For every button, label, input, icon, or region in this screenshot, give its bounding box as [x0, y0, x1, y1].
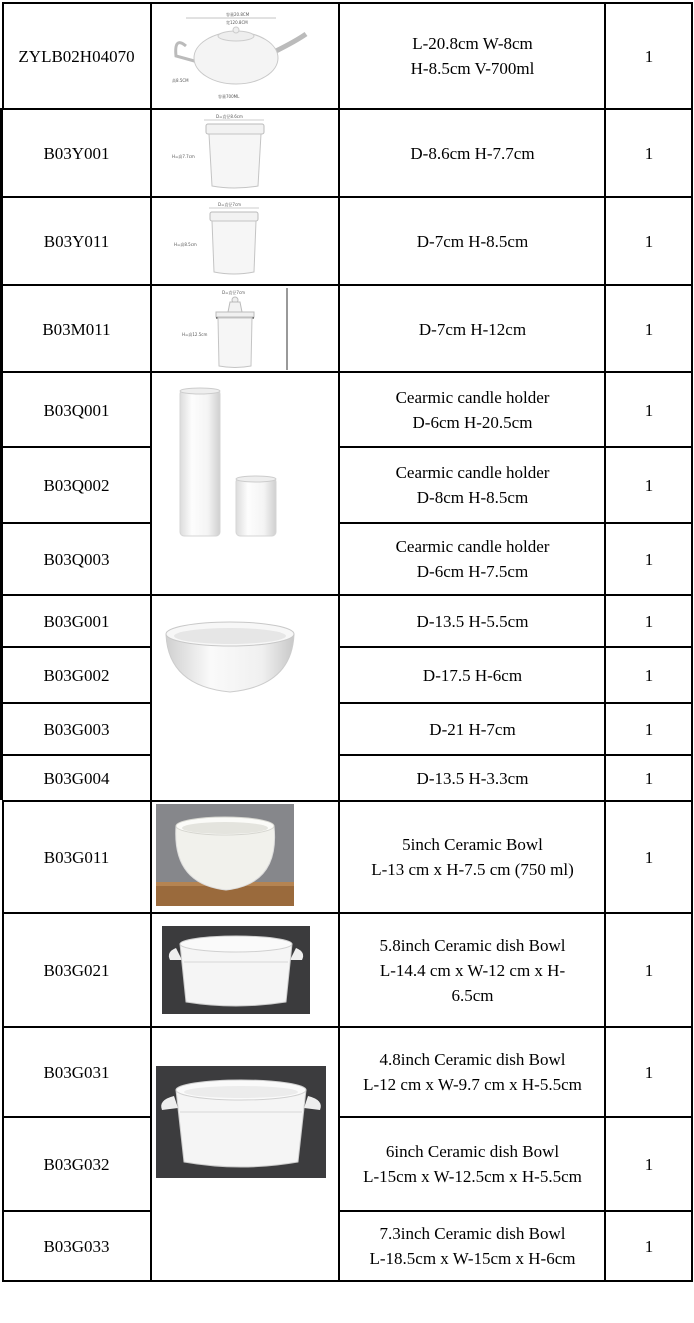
quantity-text: 1 [644, 1154, 654, 1174]
border-line [2, 1210, 151, 1212]
product-code-text: B03G002 [43, 665, 110, 685]
product-code [2, 4, 151, 108]
product-code-text: B03G001 [43, 611, 110, 631]
spec-line: D-21 H-7cm [429, 719, 516, 739]
dish-bowl-photo [162, 926, 310, 1014]
product-spec [340, 1028, 605, 1116]
quantity-text: 1 [644, 231, 654, 251]
product-spec [340, 286, 605, 372]
border-line [2, 2, 693, 4]
product-code-text: B03G032 [43, 1154, 110, 1174]
spec-line: D-13.5 H-3.3cm [416, 768, 529, 788]
product-code [2, 198, 151, 284]
dimension-label: 容量700ML [218, 94, 240, 99]
ceramic-bowl-illustration [156, 804, 294, 906]
border-line [338, 1210, 693, 1212]
border-line [2, 2, 4, 108]
border-line [338, 446, 693, 448]
spec-line: Cearmic candle holder [395, 537, 550, 556]
border-line [2, 1026, 693, 1028]
jar-illustration [154, 110, 338, 194]
product-code [2, 914, 151, 1026]
spec-line: L-18.5cm x W-15cm x H-6cm [369, 1249, 576, 1268]
border-line [338, 2, 340, 1282]
quantity [606, 4, 692, 108]
spec-line: 6.5cm [451, 985, 494, 1005]
product-code-text: B03G033 [43, 1236, 110, 1256]
product-code-text: B03Y001 [43, 143, 110, 163]
candle-holder-illustration [160, 384, 336, 544]
product-code [2, 110, 151, 196]
quantity-text: 1 [644, 549, 654, 569]
product-code-text: B03G011 [43, 847, 110, 867]
product-code-text: B03Y011 [43, 231, 110, 251]
quantity-text: 1 [644, 719, 654, 739]
border-line [691, 2, 693, 1282]
border-line [338, 1116, 693, 1118]
dish-bowl-illustration [162, 926, 310, 1014]
dimension-label: D=直径7cm [222, 290, 246, 295]
border-line [2, 646, 151, 648]
quantity [606, 914, 692, 1026]
product-spec [340, 914, 605, 1026]
product-spec [340, 704, 605, 754]
jar-image [154, 198, 338, 282]
spec-line: D-13.5 H-5.5cm [416, 611, 529, 631]
dimension-label: 容量20.8CM [226, 12, 250, 17]
spec-line: L-13 cm x H-7.5 cm (750 ml) [371, 860, 574, 879]
spec-line: 6inch Ceramic dish Bowl [385, 1142, 560, 1161]
spec-line: D-6cm H-20.5cm [412, 413, 533, 432]
spec-line: D-7cm H-12cm [418, 319, 527, 339]
quantity-text: 1 [644, 847, 654, 867]
dimension-label: D=直径7cm [218, 202, 242, 207]
dimension-label: H=高7.7cm [172, 154, 195, 159]
border-line [2, 1280, 693, 1282]
product-spec [340, 648, 605, 702]
border-line [2, 800, 4, 1281]
spec-line: L-12 cm x W-9.7 cm x H-5.5cm [363, 1075, 582, 1094]
quantity-text: 1 [644, 1062, 654, 1082]
spec-line: Cearmic candle holder [395, 388, 550, 407]
border-line [2, 522, 151, 524]
border-line [150, 2, 152, 1282]
product-code [2, 596, 151, 646]
product-code [2, 1028, 151, 1116]
spec-line: D-6cm H-7.5cm [416, 562, 529, 581]
spec-line: D-8.6cm H-7.7cm [410, 143, 535, 163]
quantity [606, 1028, 692, 1116]
product-code [2, 1118, 151, 1210]
quantity [606, 110, 692, 196]
spec-line: Cearmic candle holder [395, 463, 550, 482]
product-code-text: B03G004 [43, 768, 110, 788]
round-bowl-image [160, 614, 300, 700]
candle-holder-image [160, 384, 336, 544]
product-code-text: B03G021 [43, 960, 110, 980]
dimension-label: D=直径8.6cm [216, 114, 243, 119]
spec-line: D-7cm H-8.5cm [416, 231, 529, 251]
product-spec [340, 374, 605, 446]
spec-line: L-15cm x W-12.5cm x H-5.5cm [363, 1167, 582, 1186]
dimension-label: 高8.5CM [172, 78, 189, 83]
border-line [2, 1116, 151, 1118]
border-line [338, 754, 693, 756]
quantity-text: 1 [644, 960, 654, 980]
dimension-label: 宽120.8CM [226, 20, 248, 25]
spec-line: L-14.4 cm x W-12 cm x H- [379, 960, 566, 980]
product-spec [340, 1212, 605, 1280]
product-spec [340, 110, 605, 196]
border-line [0, 108, 3, 800]
teapot-image [156, 6, 336, 106]
product-code [2, 802, 151, 912]
tall-jar-illustration [178, 288, 290, 370]
quantity-text: 1 [644, 611, 654, 631]
quantity-text: 1 [644, 1236, 654, 1256]
spec-line: D-8cm H-8.5cm [416, 488, 529, 507]
spec-line: D-17.5 H-6cm [422, 665, 523, 685]
quantity-text: 1 [644, 768, 654, 788]
product-code-text: ZYLB02H04070 [18, 46, 135, 66]
spec-line: H-8.5cm V-700ml [410, 59, 535, 78]
jar-illustration [154, 198, 338, 282]
quantity [606, 648, 692, 702]
product-code-text: B03Q001 [43, 400, 110, 420]
quantity [606, 524, 692, 594]
quantity-text: 1 [644, 475, 654, 495]
border-line [2, 371, 693, 373]
product-code [2, 448, 151, 522]
border-line [2, 800, 693, 802]
product-code [2, 704, 151, 754]
product-code [2, 524, 151, 594]
quantity [606, 756, 692, 800]
dimension-label: H=高12.5cm [182, 332, 208, 337]
spec-line: 4.8inch Ceramic dish Bowl [379, 1050, 566, 1069]
border-line [2, 594, 693, 596]
quantity [606, 1212, 692, 1280]
product-spec [340, 198, 605, 284]
quantity [606, 286, 692, 372]
quantity [606, 1118, 692, 1210]
spec-line: 7.3inch Ceramic dish Bowl [379, 1224, 566, 1243]
border-line [2, 108, 693, 110]
product-code-text: B03Q002 [43, 475, 110, 495]
product-spec [340, 448, 605, 522]
quantity [606, 448, 692, 522]
quantity [606, 802, 692, 912]
border-line [604, 2, 606, 1282]
product-code-text: B03Q003 [43, 549, 110, 569]
product-code [2, 286, 151, 372]
quantity-text: 1 [644, 143, 654, 163]
product-code-text: B03M011 [42, 319, 111, 339]
dish-bowl-photo [156, 1066, 326, 1178]
product-code-text: B03G003 [43, 719, 110, 739]
product-spec [340, 524, 605, 594]
jar-image [154, 110, 338, 194]
ceramic-bowl-photo [156, 804, 294, 906]
quantity [606, 704, 692, 754]
teapot-illustration [156, 6, 336, 106]
quantity [606, 198, 692, 284]
dish-bowl-illustration [156, 1066, 326, 1178]
product-code [2, 756, 151, 800]
round-bowl-illustration [160, 614, 300, 700]
border-line [2, 196, 693, 198]
product-spec [340, 802, 605, 912]
product-spec [340, 1118, 605, 1210]
product-spec [340, 756, 605, 800]
quantity [606, 374, 692, 446]
border-line [338, 702, 693, 704]
border-line [2, 284, 693, 286]
quantity-text: 1 [644, 319, 654, 339]
product-code [2, 374, 151, 446]
border-line [338, 522, 693, 524]
dimension-label: H=高8.5cm [174, 242, 197, 247]
spec-line: 5inch Ceramic Bowl [402, 835, 543, 854]
border-line [338, 646, 693, 648]
border-line [2, 446, 151, 448]
product-code-text: B03G031 [43, 1062, 110, 1082]
quantity-text: 1 [644, 400, 654, 420]
spec-line: 5.8inch Ceramic dish Bowl [379, 935, 566, 955]
spec-line: L-20.8cm W-8cm [412, 34, 533, 53]
quantity [606, 596, 692, 646]
quantity-text: 1 [644, 46, 654, 66]
product-spec [340, 596, 605, 646]
quantity-text: 1 [644, 665, 654, 685]
product-spec [340, 4, 605, 108]
border-line [2, 912, 693, 914]
border-line [2, 702, 151, 704]
tall-jar-image [178, 288, 290, 370]
border-line [2, 754, 151, 756]
product-code [2, 1212, 151, 1280]
product-code [2, 648, 151, 702]
